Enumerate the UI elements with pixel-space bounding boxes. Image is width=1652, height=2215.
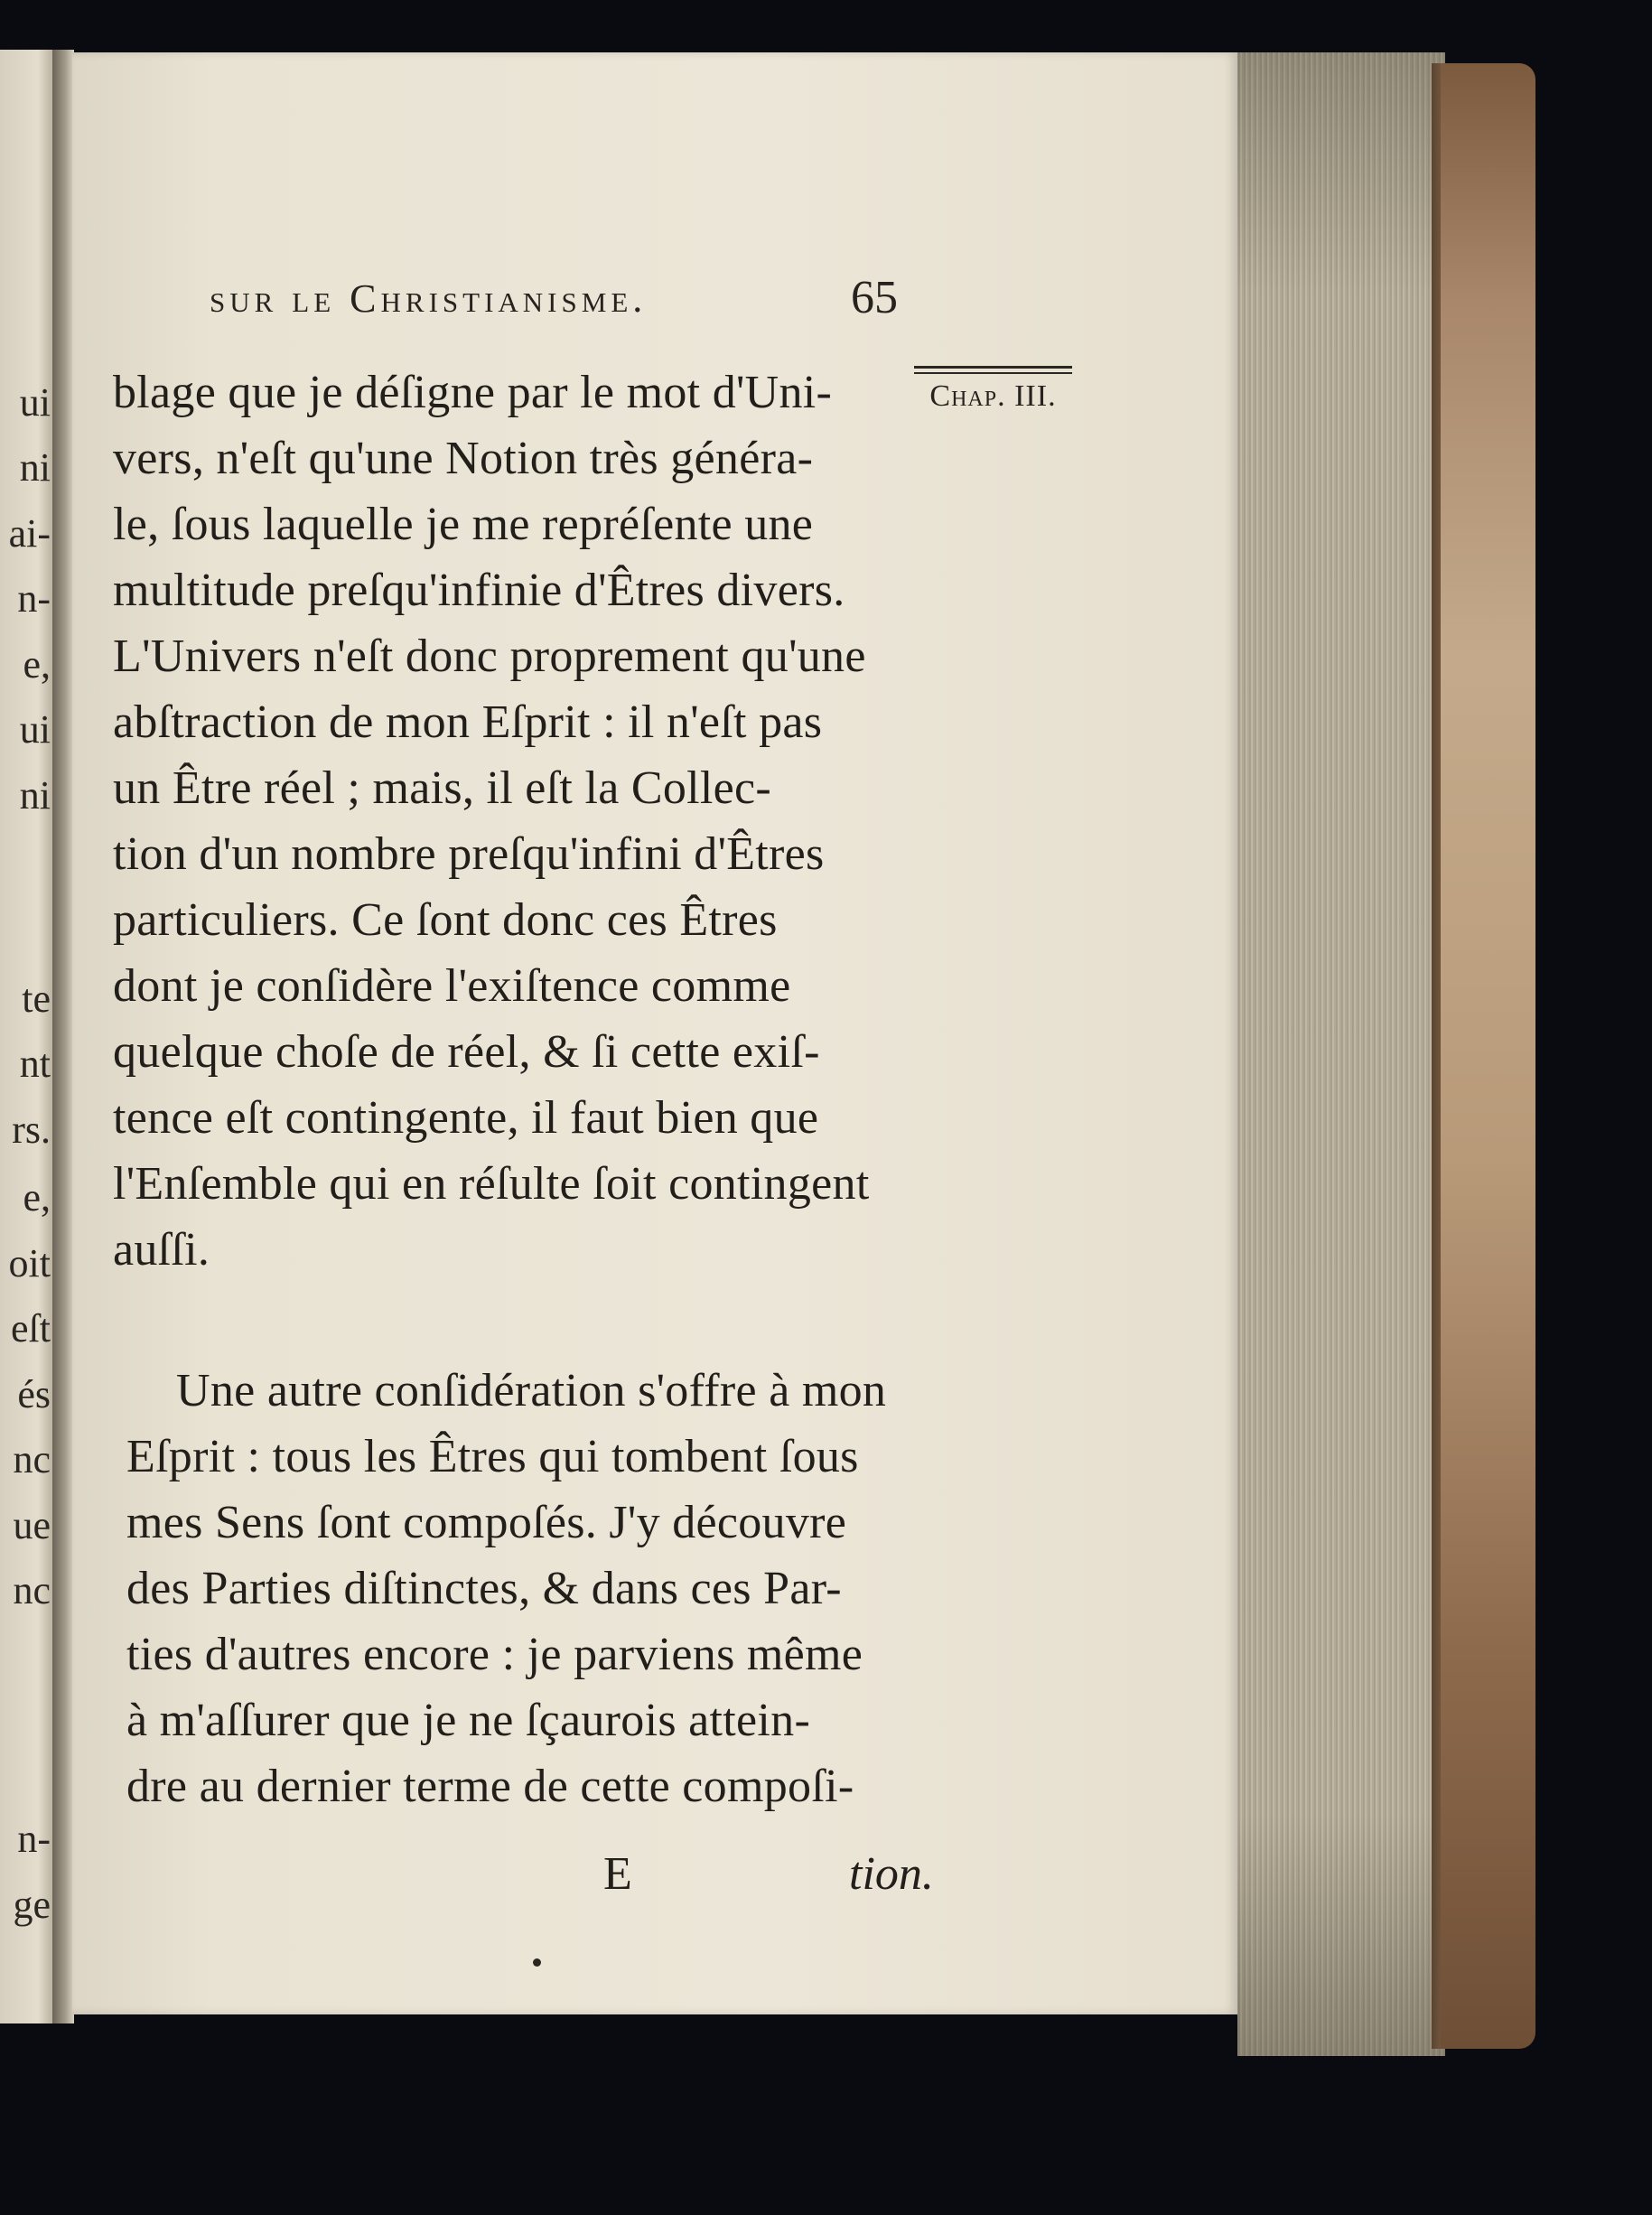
text-line: des Parties diſtinctes, & dans ces Par-: [126, 1563, 842, 1614]
text-line: dont je conſidère l'exiſtence comme: [113, 960, 791, 1012]
text-line: ties d'autres encore : je parviens même: [126, 1629, 863, 1680]
text-line: tion d'un nombre preſqu'infini d'Êtres: [113, 828, 825, 880]
facing-page-fragment: nt: [19, 1042, 51, 1086]
facing-page-fragment: ui: [19, 707, 51, 752]
text-line: particuliers. Ce ſont donc ces Êtres: [113, 894, 778, 946]
leather-cover: [1441, 63, 1535, 2049]
catchword: tion.: [849, 1848, 934, 1900]
text-line: auſſi.: [113, 1224, 210, 1276]
facing-page-fragment: nc: [13, 1437, 51, 1481]
margin-rule: [914, 366, 1072, 369]
facing-page-fragment: ge: [13, 1883, 51, 1927]
facing-page-fragment: te: [22, 977, 51, 1021]
facing-page-fragment: nc: [13, 1568, 51, 1612]
gutter-shadow: [52, 50, 74, 2023]
text-line: L'Univers n'eſt donc proprement qu'une: [113, 631, 866, 682]
facing-page-fragment: ui: [19, 380, 51, 425]
text-line: Eſprit : tous les Êtres qui tombent ſous: [126, 1431, 859, 1482]
chapter-label: Chap. III.: [929, 379, 1057, 413]
facing-page-fragment: ai-: [8, 511, 51, 556]
text-line: vers, n'eſt qu'une Notion très généra-: [113, 433, 814, 484]
facing-page-fragment: és: [17, 1372, 51, 1416]
text-line: à m'aſſurer que je ne ſçaurois attein-: [126, 1695, 811, 1746]
facing-page-fragment: oit: [8, 1241, 51, 1285]
text-line: mes Sens ſont compoſés. J'y découvre: [126, 1497, 847, 1548]
text-line: dre au dernier terme de cette compoſi-: [126, 1761, 854, 1812]
text-line: Une autre conſidération s'offre à mon: [176, 1365, 887, 1416]
facing-page-fragment: rs.: [12, 1108, 51, 1152]
facing-page-fragment: n-: [17, 1817, 51, 1861]
facing-page: [0, 50, 54, 2023]
text-line: l'Enſemble qui en réſulte ſoit contingent: [113, 1158, 870, 1210]
text-line: abſtraction de mon Eſprit : il n'eſt pas: [113, 696, 823, 748]
facing-page-fragment: e,: [23, 642, 51, 687]
running-head: sur le Christianisme.: [210, 276, 648, 321]
signature-mark: E: [603, 1848, 632, 1900]
ink-dot: [533, 1958, 541, 1967]
text-line: blage que je déſigne par le mot d'Uni-: [113, 367, 833, 418]
facing-page-fragment: eſt: [11, 1306, 51, 1350]
margin-rule: [914, 372, 1072, 374]
text-line: tence eſt contingente, il faut bien que: [113, 1092, 819, 1144]
page-edges-shade: [1237, 52, 1445, 2056]
facing-page-fragment: ni: [19, 773, 51, 818]
text-line: quelque choſe de réel, & ſi cette exiſ-: [113, 1026, 820, 1078]
facing-page-fragment: n-: [17, 576, 51, 621]
page-number: 65: [851, 272, 898, 323]
facing-page-fragment: e,: [23, 1175, 51, 1220]
chapter-margin-note: [914, 366, 1072, 414]
text-line: un Être réel ; mais, il eſt la Collec-: [113, 762, 772, 814]
text-line: multitude preſqu'infinie d'Êtres divers.: [113, 565, 845, 616]
facing-page-fragment: ue: [13, 1503, 51, 1547]
text-line: le, ſous laquelle je me repréſente une: [113, 499, 814, 550]
facing-page-fragment: ni: [19, 445, 51, 490]
